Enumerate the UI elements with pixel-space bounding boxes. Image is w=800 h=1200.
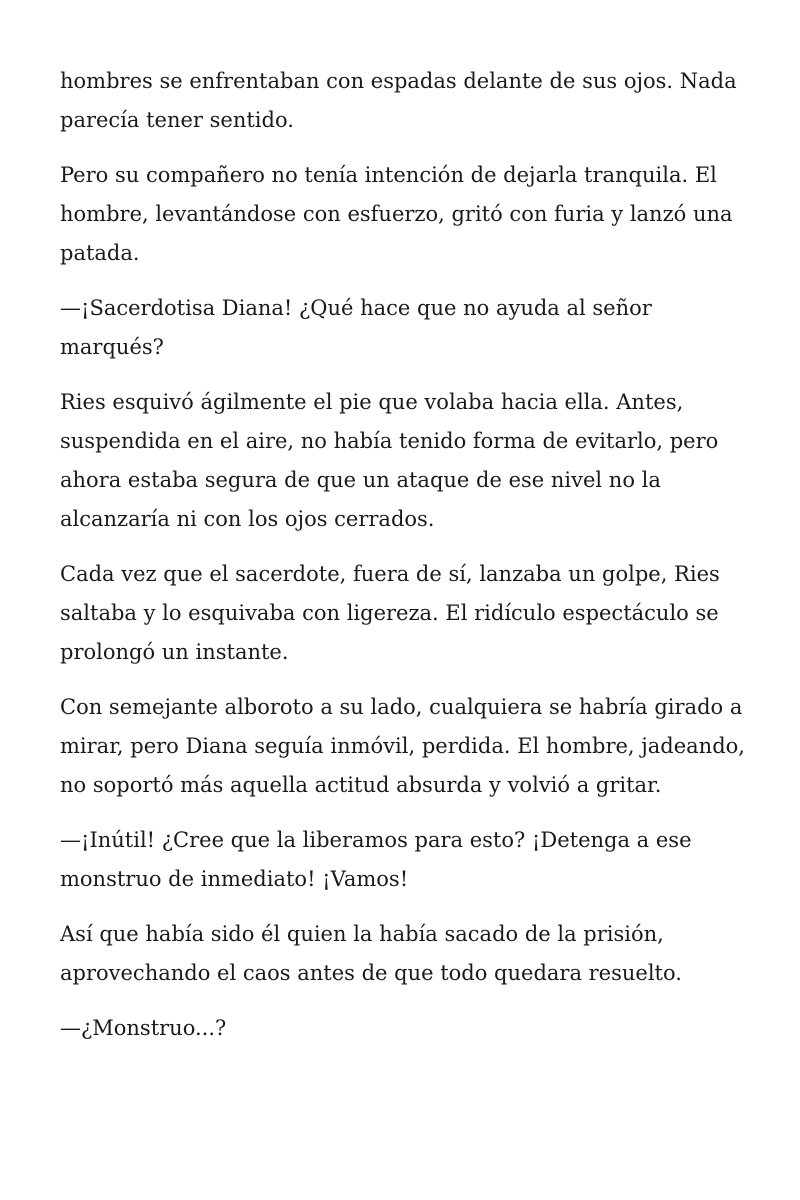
paragraph: Ries esquivó ágilmente el pie que volaba hacia ella. Antes, suspendida en el aire, no había tenido forma de evitarlo, pero ahora estaba segura de que un ataque de ese nivel no la alcanzaría ni con los ojos cerrados. [60, 390, 719, 531]
paragraph: Con semejante alboroto a su lado, cualquiera se habría girado a mirar, pero Diana seguía inmóvil, perdida. El hombre, jadeando, no soportó más aquella actitud absurda y volvió a gritar. [60, 695, 745, 797]
paragraph: Cada vez que el sacerdote, fuera de sí, lanzaba un golpe, Ries saltaba y lo esquivaba con ligereza. El ridículo espectáculo se prolongó un instante. [60, 562, 720, 664]
paragraph: —¡Inútil! ¿Cree que la liberamos para esto? ¡Detenga a ese monstruo de inmediato! ¡Vamos! [60, 828, 692, 891]
reader-page [60, 62, 750, 1064]
paragraph: hombres se enfrentaban con espadas delante de sus ojos. Nada parecía tener sentido. [60, 69, 737, 132]
paragraph: Así que había sido él quien la había sacado de la prisión, aprovechando el caos antes de que todo quedara resuelto. [60, 922, 682, 985]
paragraph: —¿Monstruo...? [60, 1016, 227, 1040]
paragraph: Pero su compañero no tenía intención de dejarla tranquila. El hombre, levantándose con esfuerzo, gritó con furia y lanzó una patada. [60, 163, 733, 265]
paragraph: —¡Sacerdotisa Diana! ¿Qué hace que no ayuda al señor marqués? [60, 296, 652, 359]
